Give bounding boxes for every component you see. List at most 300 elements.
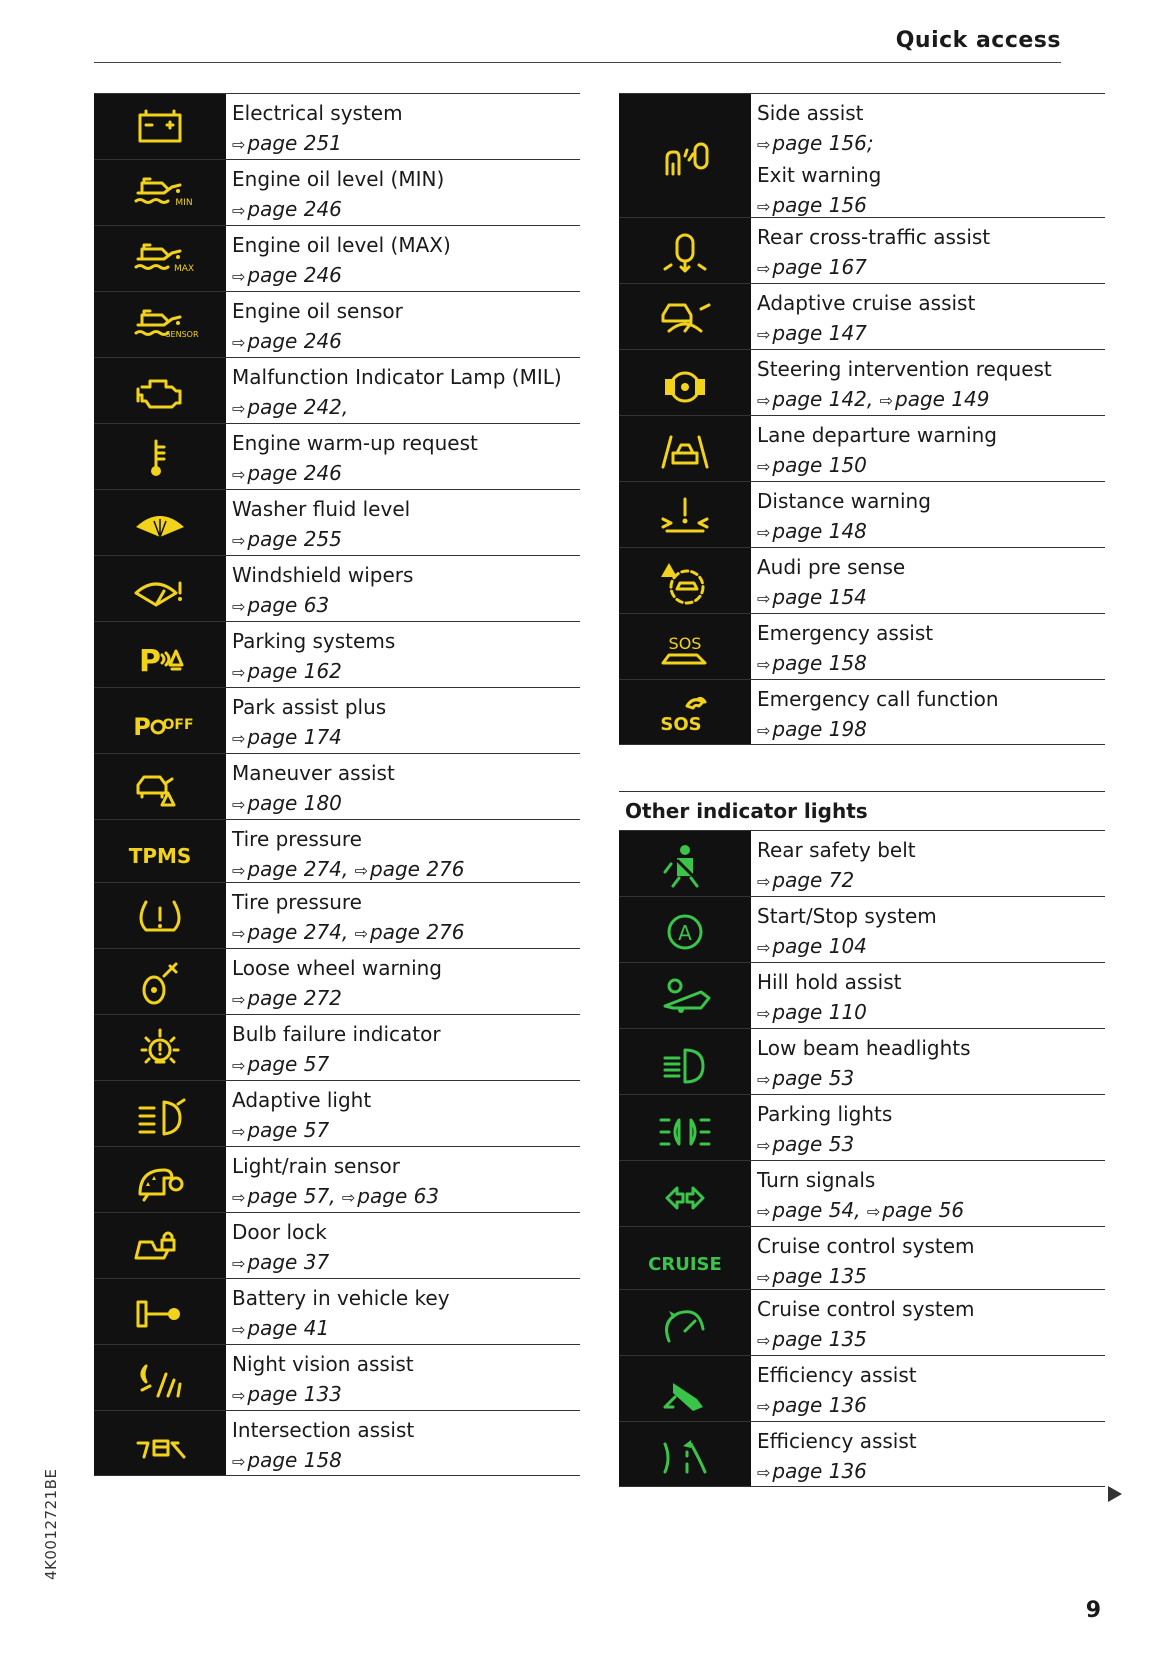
indicator-row bbox=[94, 225, 580, 291]
page-reference bbox=[757, 931, 937, 963]
page-reference bbox=[757, 865, 916, 897]
indicator-label: Engine warm-up request bbox=[232, 431, 478, 455]
page-reference-link[interactable]: page 274, bbox=[247, 857, 349, 881]
svg-text:A: A bbox=[678, 920, 692, 945]
indicator-label: Side assist bbox=[757, 101, 864, 125]
svg-text:SOS: SOS bbox=[668, 633, 702, 653]
indicator-label: Loose wheel warning bbox=[232, 956, 442, 980]
arrow-right-icon: ⇨ bbox=[757, 1463, 771, 1482]
page-reference-link[interactable]: page 156; bbox=[772, 131, 874, 155]
indicator-text bbox=[226, 688, 386, 753]
indicator-label: Rear cross-traffic assist bbox=[757, 225, 991, 249]
engine-icon bbox=[94, 358, 226, 423]
page-reference-link[interactable]: page 156 bbox=[772, 193, 867, 217]
indicator-label: Cruise control system bbox=[757, 1297, 975, 1321]
maneuver-assist-icon bbox=[94, 754, 226, 819]
page-reference-link[interactable]: page 136 bbox=[772, 1393, 867, 1417]
page-reference-link[interactable]: page 255 bbox=[247, 527, 342, 551]
indicator-text bbox=[751, 284, 975, 349]
page-reference-link[interactable]: page 136 bbox=[772, 1459, 867, 1483]
thermometer-icon bbox=[94, 424, 226, 489]
indicator-label: Electrical system bbox=[232, 101, 403, 125]
page-reference bbox=[757, 318, 975, 350]
indicator-row bbox=[94, 882, 580, 948]
cruise-gauge-icon bbox=[619, 1290, 751, 1355]
indicator-row bbox=[619, 1160, 1105, 1226]
distance-warning-icon bbox=[619, 482, 751, 547]
indicator-text bbox=[226, 160, 444, 225]
page-reference-link[interactable]: page 148 bbox=[772, 519, 867, 543]
indicator-label: Distance warning bbox=[757, 489, 931, 513]
parking-system-icon bbox=[94, 622, 226, 687]
indicator-text bbox=[226, 424, 478, 489]
page-reference bbox=[757, 1063, 971, 1095]
page-reference bbox=[232, 1313, 450, 1345]
indicator-row bbox=[619, 830, 1105, 896]
indicator-text bbox=[226, 1411, 414, 1475]
page-reference-link[interactable]: page 57, bbox=[247, 1184, 336, 1208]
washer-fluid-icon bbox=[94, 490, 226, 555]
indicator-text bbox=[751, 1227, 975, 1289]
indicator-text bbox=[751, 1095, 892, 1160]
page-reference bbox=[757, 1390, 917, 1422]
indicator-row bbox=[619, 349, 1105, 415]
svg-text:MIN: MIN bbox=[175, 197, 193, 208]
side-assist-icon bbox=[619, 94, 751, 217]
indicator-text bbox=[751, 831, 916, 896]
page-reference-link[interactable]: page 276 bbox=[370, 920, 465, 944]
oil-can-max-icon bbox=[94, 226, 226, 291]
indicator-row bbox=[619, 962, 1105, 1028]
indicator-text bbox=[751, 897, 937, 962]
arrow-right-icon: ⇨ bbox=[757, 523, 771, 542]
svg-text:P: P bbox=[133, 712, 151, 741]
indicator-label: Tire pressure bbox=[232, 890, 362, 914]
indicator-text bbox=[751, 1290, 975, 1355]
page-reference bbox=[757, 252, 990, 284]
indicator-label: Engine oil sensor bbox=[232, 299, 403, 323]
left-indicator-table bbox=[94, 93, 580, 1476]
indicator-text bbox=[751, 482, 931, 547]
arrow-right-icon: ⇨ bbox=[757, 1004, 771, 1023]
indicator-text bbox=[751, 1422, 917, 1486]
indicator-text bbox=[226, 1279, 450, 1344]
indicator-row bbox=[619, 547, 1105, 613]
arrow-right-icon: ⇨ bbox=[232, 531, 246, 550]
night-vision-icon bbox=[94, 1345, 226, 1410]
indicator-row bbox=[94, 1146, 580, 1212]
page-reference bbox=[232, 260, 451, 292]
page-reference bbox=[757, 1129, 892, 1161]
arrow-right-icon: ⇨ bbox=[232, 924, 246, 943]
indicator-text bbox=[751, 350, 1052, 415]
page-reference bbox=[757, 582, 905, 614]
page-reference-link[interactable]: page 63 bbox=[357, 1184, 440, 1208]
right-indicator-table bbox=[619, 93, 1105, 745]
page-reference bbox=[232, 194, 444, 226]
cruise-text-icon bbox=[619, 1227, 751, 1289]
page-reference bbox=[757, 1456, 917, 1488]
arrow-right-icon: ⇨ bbox=[232, 465, 246, 484]
oil-can-min-icon bbox=[94, 160, 226, 225]
indicator-label: Night vision assist bbox=[232, 1352, 414, 1376]
arrow-right-icon: ⇨ bbox=[232, 135, 246, 154]
indicator-label: Start/Stop system bbox=[757, 904, 937, 928]
arrow-right-icon: ⇨ bbox=[757, 325, 771, 344]
indicator-text bbox=[226, 1213, 329, 1278]
indicator-label: Light/rain sensor bbox=[232, 1154, 400, 1178]
page-reference bbox=[757, 648, 933, 680]
indicator-label: Hill hold assist bbox=[757, 970, 902, 994]
adaptive-light-icon bbox=[94, 1081, 226, 1146]
arrow-right-icon: ⇨ bbox=[757, 721, 771, 740]
arrow-right-icon: ⇨ bbox=[757, 1397, 771, 1416]
arrow-right-icon: ⇨ bbox=[232, 1320, 246, 1339]
page-reference bbox=[232, 458, 478, 490]
svg-text:SENSOR: SENSOR bbox=[165, 329, 199, 339]
arrow-right-icon: ⇨ bbox=[232, 201, 246, 220]
page-reference bbox=[757, 997, 902, 1029]
document-code: 4K0012721BE bbox=[42, 1468, 60, 1580]
arrow-right-icon: ⇨ bbox=[232, 1386, 246, 1405]
indicator-label: Windshield wipers bbox=[232, 563, 414, 587]
next-page-arrow-icon[interactable] bbox=[1108, 1486, 1122, 1502]
arrow-right-icon: ⇨ bbox=[232, 729, 246, 748]
indicator-row bbox=[94, 1212, 580, 1278]
indicator-label: Exit warning bbox=[757, 163, 882, 187]
page-reference bbox=[757, 384, 1052, 416]
arrow-right-icon: ⇨ bbox=[232, 861, 246, 880]
indicator-text bbox=[226, 949, 442, 1014]
indicator-row bbox=[94, 93, 580, 159]
indicator-label: Steering intervention request bbox=[757, 357, 1052, 381]
page-reference bbox=[232, 1115, 371, 1147]
indicator-text bbox=[751, 1029, 971, 1094]
page-reference-link[interactable]: page 198 bbox=[772, 717, 867, 741]
indicator-row bbox=[94, 1278, 580, 1344]
page-reference-link[interactable]: page 162 bbox=[247, 659, 342, 683]
arrow-right-icon: ⇨ bbox=[757, 1331, 771, 1350]
page-reference-link[interactable]: page 167 bbox=[772, 255, 867, 279]
section-heading: Other indicator lights bbox=[619, 791, 1105, 829]
page-reference-link[interactable]: page 41 bbox=[247, 1316, 330, 1340]
page-reference bbox=[232, 128, 403, 160]
page-reference bbox=[232, 1445, 414, 1477]
page-reference bbox=[232, 656, 395, 688]
indicator-label: Parking lights bbox=[757, 1102, 893, 1126]
indicator-row bbox=[619, 1289, 1105, 1355]
indicator-row bbox=[94, 753, 580, 819]
arrow-right-icon: ⇨ bbox=[757, 589, 771, 608]
page-reference-link[interactable]: page 246 bbox=[247, 461, 342, 485]
indicator-label: Intersection assist bbox=[232, 1418, 415, 1442]
page-reference bbox=[232, 326, 403, 358]
indicator-text bbox=[751, 1356, 917, 1421]
page-reference-link[interactable]: page 251 bbox=[247, 131, 342, 155]
arrow-right-icon: ⇨ bbox=[232, 1188, 246, 1207]
indicator-text bbox=[226, 1345, 414, 1410]
indicator-row bbox=[94, 423, 580, 489]
page-reference-link[interactable]: page 246 bbox=[247, 197, 342, 221]
indicator-row bbox=[619, 481, 1105, 547]
svg-text:MAX: MAX bbox=[173, 263, 195, 274]
page-reference-link[interactable]: page 37 bbox=[247, 1250, 330, 1274]
indicator-text bbox=[226, 883, 465, 948]
page-reference-link[interactable]: page 57 bbox=[247, 1052, 330, 1076]
indicator-label: Washer fluid level bbox=[232, 497, 411, 521]
arrow-right-icon: ⇨ bbox=[879, 391, 894, 410]
indicator-label: Park assist plus bbox=[232, 695, 387, 719]
indicator-label: Battery in vehicle key bbox=[232, 1286, 450, 1310]
page-reference bbox=[757, 714, 999, 746]
indicator-text bbox=[226, 292, 403, 357]
indicator-row bbox=[94, 357, 580, 423]
page-reference-link[interactable]: page 158 bbox=[772, 651, 867, 675]
arrow-right-icon: ⇨ bbox=[341, 1188, 356, 1207]
arrow-right-icon: ⇨ bbox=[232, 597, 246, 616]
indicator-label: Emergency assist bbox=[757, 621, 934, 645]
indicator-text bbox=[226, 490, 410, 555]
page-reference-link[interactable]: page 174 bbox=[247, 725, 342, 749]
indicator-text bbox=[226, 358, 562, 423]
indicator-label: Cruise control system bbox=[757, 1234, 975, 1258]
adaptive-cruise-icon bbox=[619, 284, 751, 349]
loose-wheel-icon bbox=[94, 949, 226, 1014]
arrow-right-icon: ⇨ bbox=[757, 938, 771, 957]
steering-intervention-icon bbox=[619, 350, 751, 415]
indicator-text bbox=[751, 416, 997, 481]
park-assist-off-icon bbox=[94, 688, 226, 753]
indicator-text bbox=[751, 680, 999, 744]
indicator-row bbox=[94, 291, 580, 357]
page-reference-link[interactable]: page 104 bbox=[772, 934, 867, 958]
page-reference bbox=[232, 917, 465, 949]
indicator-label: Malfunction Indicator Lamp (MIL) bbox=[232, 365, 562, 389]
indicator-label: Maneuver assist bbox=[232, 761, 395, 785]
pre-sense-icon bbox=[619, 548, 751, 613]
indicator-text bbox=[226, 1147, 439, 1212]
indicator-row bbox=[619, 1094, 1105, 1160]
indicator-row bbox=[94, 159, 580, 225]
page-reference bbox=[757, 1261, 975, 1293]
page-reference bbox=[232, 788, 395, 820]
page-reference-link[interactable]: page 272 bbox=[247, 986, 342, 1010]
indicator-row bbox=[619, 1421, 1105, 1487]
indicator-label: Lane departure warning bbox=[757, 423, 997, 447]
page-reference-link[interactable]: page 180 bbox=[247, 791, 342, 815]
hill-hold-icon bbox=[619, 963, 751, 1028]
arrow-right-icon: ⇨ bbox=[232, 663, 246, 682]
arrow-right-icon: ⇨ bbox=[232, 795, 246, 814]
battery-icon bbox=[94, 94, 226, 159]
page-reference-link[interactable]: page 274, bbox=[247, 920, 349, 944]
arrow-right-icon: ⇨ bbox=[232, 267, 246, 286]
indicator-row bbox=[619, 1226, 1105, 1289]
arrow-right-icon: ⇨ bbox=[232, 1122, 246, 1141]
indicator-row bbox=[94, 1410, 580, 1476]
tire-pressure-icon bbox=[94, 883, 226, 948]
page-reference-link[interactable]: page 242, bbox=[247, 395, 349, 419]
indicator-label: Efficiency assist bbox=[757, 1429, 917, 1453]
page-reference-link[interactable]: page 53 bbox=[772, 1132, 855, 1156]
page-reference-link[interactable]: page 142, bbox=[772, 387, 874, 411]
bulb-failure-icon bbox=[94, 1015, 226, 1080]
indicator-label: Turn signals bbox=[757, 1168, 876, 1192]
turn-signals-icon bbox=[619, 1161, 751, 1226]
page-reference-link[interactable]: page 135 bbox=[772, 1327, 867, 1351]
indicator-label: Emergency call function bbox=[757, 687, 999, 711]
page-reference bbox=[757, 516, 931, 548]
indicator-label: Low beam headlights bbox=[757, 1036, 971, 1060]
sos-phone-icon bbox=[619, 680, 751, 744]
door-lock-icon bbox=[94, 1213, 226, 1278]
page-reference-link[interactable]: page 63 bbox=[247, 593, 330, 617]
indicator-row bbox=[94, 489, 580, 555]
page-reference-link[interactable]: page 133 bbox=[247, 1382, 342, 1406]
arrow-right-icon: ⇨ bbox=[757, 259, 771, 278]
page-header-title: Quick access bbox=[895, 28, 1061, 53]
arrow-right-icon: ⇨ bbox=[232, 333, 246, 352]
indicator-text bbox=[751, 94, 881, 217]
page-reference bbox=[757, 450, 997, 482]
page-reference-link[interactable]: page 158 bbox=[247, 1448, 342, 1472]
page-reference bbox=[232, 1247, 329, 1279]
svg-text:SOS: SOS bbox=[660, 714, 702, 735]
indicator-label: Efficiency assist bbox=[757, 1363, 917, 1387]
arrow-right-icon: ⇨ bbox=[757, 1070, 771, 1089]
svg-text:P: P bbox=[139, 643, 161, 679]
page-reference bbox=[232, 1379, 414, 1411]
indicator-row bbox=[94, 621, 580, 687]
page-reference bbox=[232, 524, 410, 556]
efficiency-hand-icon bbox=[619, 1356, 751, 1421]
indicator-row bbox=[94, 948, 580, 1014]
oil-can-sensor-icon bbox=[94, 292, 226, 357]
arrow-right-icon: ⇨ bbox=[757, 655, 771, 674]
page-reference-link[interactable]: page 246 bbox=[247, 263, 342, 287]
lane-departure-icon bbox=[619, 416, 751, 481]
indicator-row bbox=[619, 93, 1105, 217]
page-reference-link[interactable]: page 149 bbox=[895, 387, 990, 411]
page-reference bbox=[757, 1195, 964, 1227]
page-reference-link[interactable]: page 54, bbox=[772, 1198, 861, 1222]
indicator-text bbox=[751, 1161, 964, 1226]
key-battery-icon bbox=[94, 1279, 226, 1344]
page-reference bbox=[757, 1324, 975, 1356]
indicator-text bbox=[226, 226, 451, 291]
indicator-text bbox=[226, 754, 395, 819]
page-reference-link[interactable]: page 56 bbox=[882, 1198, 965, 1222]
indicator-row bbox=[619, 1028, 1105, 1094]
arrow-right-icon: ⇨ bbox=[866, 1202, 881, 1221]
indicator-row bbox=[619, 613, 1105, 679]
page-reference-link[interactable]: page 150 bbox=[772, 453, 867, 477]
page-reference-link[interactable]: page 276 bbox=[370, 857, 465, 881]
parking-lights-icon bbox=[619, 1095, 751, 1160]
sos-car-icon bbox=[619, 614, 751, 679]
page-reference-link[interactable]: page 135 bbox=[772, 1264, 867, 1288]
indicator-text bbox=[226, 556, 413, 621]
page-reference-link[interactable]: page 110 bbox=[772, 1000, 867, 1024]
start-stop-icon bbox=[619, 897, 751, 962]
indicator-row bbox=[94, 1344, 580, 1410]
indicator-row bbox=[619, 415, 1105, 481]
indicator-label: Door lock bbox=[232, 1220, 327, 1244]
svg-text:TPMS: TPMS bbox=[128, 844, 192, 868]
arrow-right-icon: ⇨ bbox=[232, 1254, 246, 1273]
page-reference-link[interactable]: page 246 bbox=[247, 329, 342, 353]
tpms-text-icon bbox=[94, 820, 226, 882]
page-reference bbox=[232, 392, 562, 424]
indicator-text bbox=[226, 94, 403, 159]
indicator-label: Audi pre sense bbox=[757, 555, 906, 579]
page-reference-link[interactable]: page 57 bbox=[247, 1118, 330, 1142]
indicator-row bbox=[619, 217, 1105, 283]
indicator-text bbox=[751, 614, 933, 679]
arrow-right-icon: ⇨ bbox=[354, 924, 369, 943]
page-reference bbox=[232, 854, 465, 886]
rear-cross-traffic-icon bbox=[619, 218, 751, 283]
indicator-row bbox=[94, 687, 580, 753]
page-reference bbox=[232, 722, 386, 754]
seat-belt-icon bbox=[619, 831, 751, 896]
page-number: 9 bbox=[1085, 1598, 1101, 1623]
indicator-label: Adaptive light bbox=[232, 1088, 372, 1112]
page-reference-link[interactable]: page 154 bbox=[772, 585, 867, 609]
indicator-label: Engine oil level (MAX) bbox=[232, 233, 451, 257]
indicator-text bbox=[751, 548, 905, 613]
indicator-row bbox=[619, 679, 1105, 745]
indicator-text bbox=[226, 622, 395, 687]
page-reference-link[interactable]: page 147 bbox=[772, 321, 867, 345]
indicator-row bbox=[94, 555, 580, 621]
arrow-right-icon: ⇨ bbox=[232, 1452, 246, 1471]
indicator-row bbox=[94, 819, 580, 882]
intersection-assist-icon bbox=[94, 1411, 226, 1475]
page-reference bbox=[232, 983, 442, 1015]
indicator-row bbox=[619, 283, 1105, 349]
page-reference bbox=[232, 1181, 439, 1213]
arrow-right-icon: ⇨ bbox=[354, 861, 369, 880]
arrow-right-icon: ⇨ bbox=[757, 1136, 771, 1155]
svg-text:OFF: OFF bbox=[162, 716, 194, 733]
arrow-right-icon: ⇨ bbox=[757, 135, 771, 154]
indicator-text bbox=[226, 1015, 441, 1080]
arrow-right-icon: ⇨ bbox=[232, 990, 246, 1009]
arrow-right-icon: ⇨ bbox=[757, 1202, 771, 1221]
indicator-label: Engine oil level (MIN) bbox=[232, 167, 445, 191]
indicator-row bbox=[619, 896, 1105, 962]
page-reference-link[interactable]: page 53 bbox=[772, 1066, 855, 1090]
page-reference-link[interactable]: page 72 bbox=[772, 868, 855, 892]
low-beam-icon bbox=[619, 1029, 751, 1094]
arrow-right-icon: ⇨ bbox=[232, 1056, 246, 1075]
arrow-right-icon: ⇨ bbox=[757, 457, 771, 476]
indicator-text bbox=[751, 218, 990, 283]
header-rule bbox=[94, 62, 1061, 63]
arrow-right-icon: ⇨ bbox=[757, 1268, 771, 1287]
page-reference bbox=[757, 128, 881, 160]
arrow-right-icon: ⇨ bbox=[757, 872, 771, 891]
arrow-right-icon: ⇨ bbox=[757, 197, 771, 216]
indicator-text bbox=[226, 1081, 371, 1146]
indicator-label: Parking systems bbox=[232, 629, 396, 653]
indicator-label: Tire pressure bbox=[232, 827, 362, 851]
page-reference bbox=[232, 1049, 441, 1081]
other-indicator-table bbox=[619, 830, 1105, 1487]
indicator-label: Rear safety belt bbox=[757, 838, 916, 862]
wiper-warning-icon bbox=[94, 556, 226, 621]
